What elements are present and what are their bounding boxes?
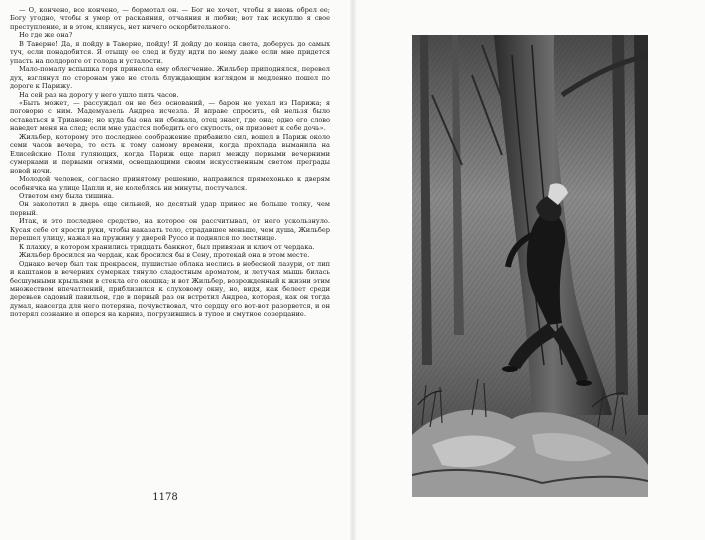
paragraph: Жильбер, которому это последнее соображение прибавило сил, вошел в Париж около семи часов вечера, то есть к тому самому времени, когда прохлада выманила на Елисейские Поля гуляющих, когда Париж еще парил между первыми вечерними сумерками и первыми огнями, освещающими своим искусственным светом преграды новой ночи. [10, 132, 330, 175]
forest-engraving-illustration [412, 35, 648, 497]
paragraph: Молодой человек, согласно принятому решению, направился прямехонько к дверям особнячка на улице Цапли и, не колеблясь ни минуты, постучался. [10, 175, 330, 192]
paragraph: Ответом ему была тишина. [19, 191, 114, 200]
paragraph: Но где же она? [19, 31, 73, 40]
paragraph: В Таверне! Да, я пойду в Таверне, пойду! Я дойду до конца света, доберусь до самых туч, если понадобится. Я отыщу ее след и буду идти по нему даже если мне придется упасть на полдороге от голода и усталости. [10, 39, 330, 65]
right-page [356, 0, 705, 540]
body-text [10, 6, 330, 319]
paragraph: «Быть может, — рассуждал он не без оснований, — барон не уехал из Парижа; я поговорю с ним. Мадемуазель Андреа исчезла. Я вправе спросить, ей нельзя было оставаться в Трианоне; но куда бы она ни сбежала, отец знает, где она; одно его слово наведет меня на след; если мне удастся победить его скупость, он призовет к себе дочь». [10, 98, 330, 133]
paragraph: К плахку, в котором хранились тридцать банкнот, был привязан и ключ от чердака. [19, 242, 315, 251]
engraving-drawing [412, 35, 648, 497]
paragraph: Мало-помалу вспышка горя принесла ему облегчение. Жильбер приподнялся, перевел дух, взглянул по сторонам уже не столь блуждающим взглядом и медленно пошел по дороге к Парижу. [10, 65, 330, 91]
paragraph: Итак, и это последнее средство, на которое он рассчитывал, от него ускользнуло. Кусая себе от ярости руки, чтобы наказать тело, страдавшее меньше, чем душа, Жильбер перешел улицу, нажал на пружину у дверей Руссо и поднялся по лестнице. [10, 217, 330, 243]
left-page [0, 0, 352, 540]
paragraph: — О, кончено, все кончено, — бормотал он. — Бог не хочет, чтобы я вновь обрел ее; Богу угодно, чтобы я умер от раскаяния, отчаяния и любви; вот так искуплю я свое преступление, и в этом, клянусь, нет ничего оскорбительного. [10, 6, 330, 31]
page-number: 1178 [152, 492, 178, 503]
paragraph: Он заколотил в дверь еще сильней, но десятый удар принес не больше толку, чем первый. [10, 200, 330, 217]
paragraph: Жильбер бросился на чердак, как бросился бы в Сену, протекай она в этом месте. [19, 251, 310, 260]
paragraph: Однако вечер был так прекрасен, пушистые облака неслись в небесной лазури, от лип и каштанов в вечерних сумерках тянуло сладостным ароматом, и летучая мышь билась бесшумными крыльями в стекла его окошка; и вот Жильбер, возрожденный к жизни этим множеством впечатлений, приблизился к слуховому окну, но, видя, как белеет среди деревьев садовый павильон, где в первый раз он встретил Андреа, которая, как он тогда думал, навсегда для него потеряна, почувствовал, что сердцу его вот-вот разорвется, и он потерял сознание и оперся на карниз, погрузившись в тупое и смутное созерцание. [10, 259, 330, 319]
paragraph: На сей раз на дорогу у него ушло пять часов. [19, 90, 179, 99]
